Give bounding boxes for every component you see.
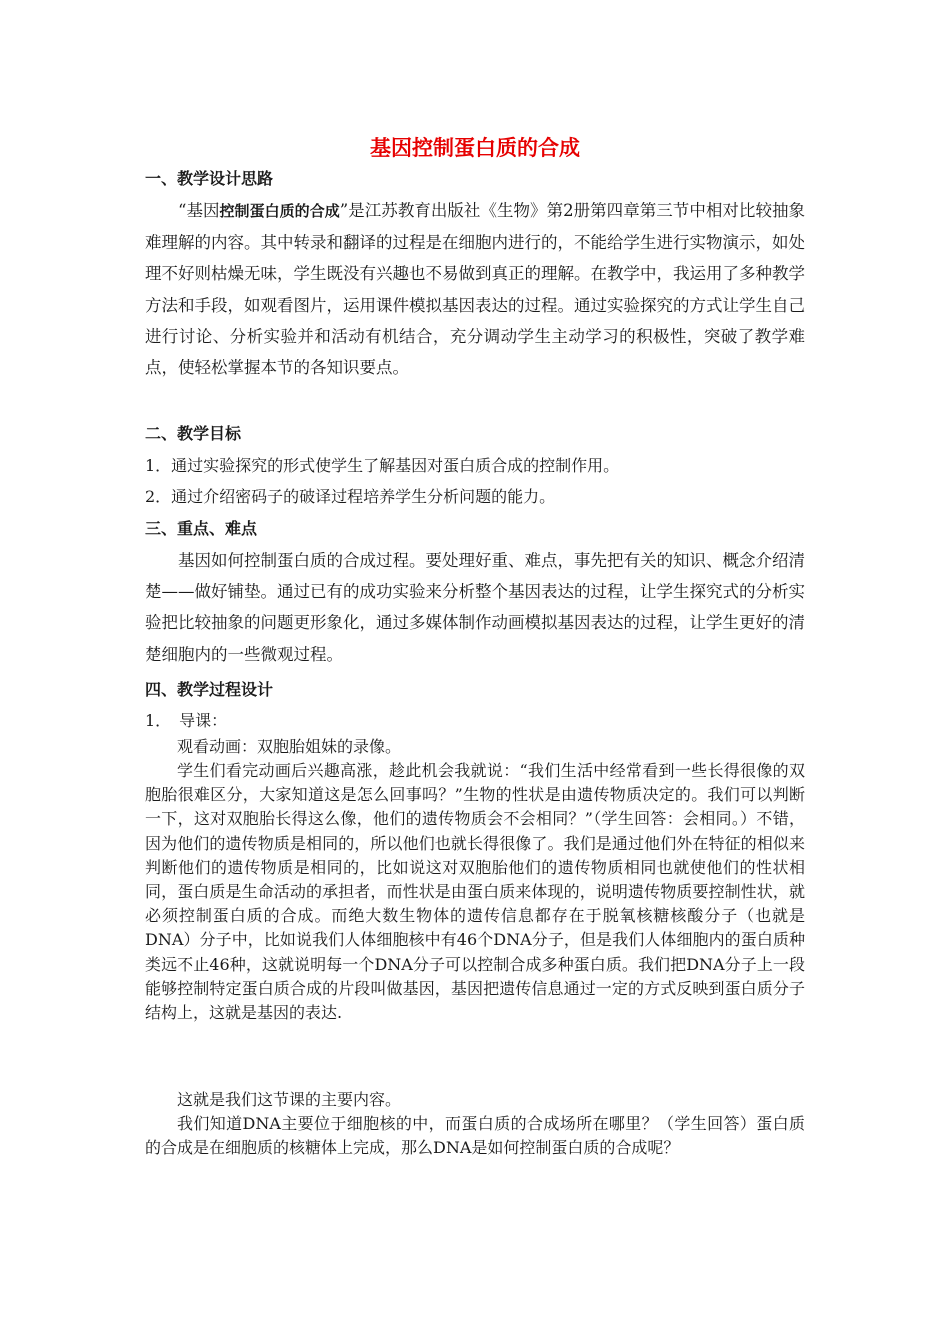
teaching-goal-item: 1．通过实验探究的形式使学生了解基因对蛋白质合成的控制作用。	[145, 456, 620, 475]
process-paragraph: 学生们看完动画后兴趣高涨，趁此机会我就说：“我们生活中经常看到一些长得很像的双胞胎很难区分，大家知道这是怎么回事吗？”生物的性状是由遗传物质决定的。我们可以判断一下，这对双胞胎长得这么像，他们的遗传物质会不会相同？”（学生回答：会相同。）不错，因为他们的遗传物质是相同的，所以他们也就长得很像了。我们是通过他们外在特征的相似来判断他们的遗传物质是相同的，比如说这对双胞胎他们的遗传物质相同也就使他们的性状相同，蛋白质是生命活动的承担者，而性状是由蛋白质来体现的，说明遗传物质要控制性状，就必须控制蛋白质的合成。而绝大数生物体的遗传信息都存在于脱氧核糖核酸分子（也就是DNA）分子中，比如说我们人体细胞核中有46个DNA分子，但是我们人体细胞内的蛋白质种类远不止46种，这就说明每一个DNA分子可以控制合成多种蛋白质。我们把DNA分子上一段能够控制特定蛋白质合成的片段叫做基因，基因把遗传信息通过一定的方式反映到蛋白质分子结构上，这就是基因的表达.	[145, 761, 805, 1023]
key-points-paragraph: 基因如何控制蛋白质的合成过程。要处理好重、难点，事先把有关的知识、概念介绍清楚——做好铺垫。通过已有的成功实验来分析整个基因表达的过程，让学生探究式的分析实验把比较抽象的问题更形象化，通过多媒体制作动画模拟基因表达的过程，让学生更好的清楚细胞内的一些微观过程。	[145, 551, 805, 664]
section-heading-key-points: 三、重点、难点	[145, 519, 258, 538]
process-paragraph: 这就是我们这节课的主要内容。	[177, 1090, 402, 1109]
design-idea-bold-topic: 控制蛋白质的合成	[219, 202, 340, 220]
process-paragraph: 观看动画：双胞胎姐妹的录像。	[177, 737, 402, 756]
section-heading-process-design: 四、教学过程设计	[145, 680, 274, 699]
process-paragraph: 我们知道DNA主要位于细胞核的中，而蛋白质的合成场所在哪里？（学生回答）蛋白质的合成是在细胞质的核糖体上完成，那么DNA是如何控制蛋白质的合成呢？	[145, 1114, 805, 1158]
design-idea-text: ”是江苏教育出版社《生物》第2册第四章第三节中相对比较抽象难理解的内容。其中转录和翻译的过程是在细胞内进行的，不能给学生进行实物演示，如处理不好则枯燥无味，学生既没有兴趣也不易做到真正的理解。在教学中，我运用了多种教学方法和手段，如观看图片，运用课件模拟基因表达的过程。通过实验探究的方式让学生自己进行讨论、分析实验并和活动有机结合，充分调动学生主动学习的积极性，突破了教学难点，使轻松掌握本节的各知识要点。	[145, 201, 805, 378]
design-idea-paragraph	[145, 195, 805, 383]
design-idea-open-quote: “基因	[178, 201, 220, 220]
teaching-goal-item: 2．通过介绍密码子的破译过程培养学生分析问题的能力。	[145, 487, 556, 506]
process-step-label: 1． 导课：	[145, 711, 228, 730]
section-heading-teaching-goals: 二、教学目标	[145, 424, 242, 443]
section-heading-design-idea: 一、教学设计思路	[145, 169, 274, 188]
document-title: 基因控制蛋白质的合成	[370, 135, 580, 160]
